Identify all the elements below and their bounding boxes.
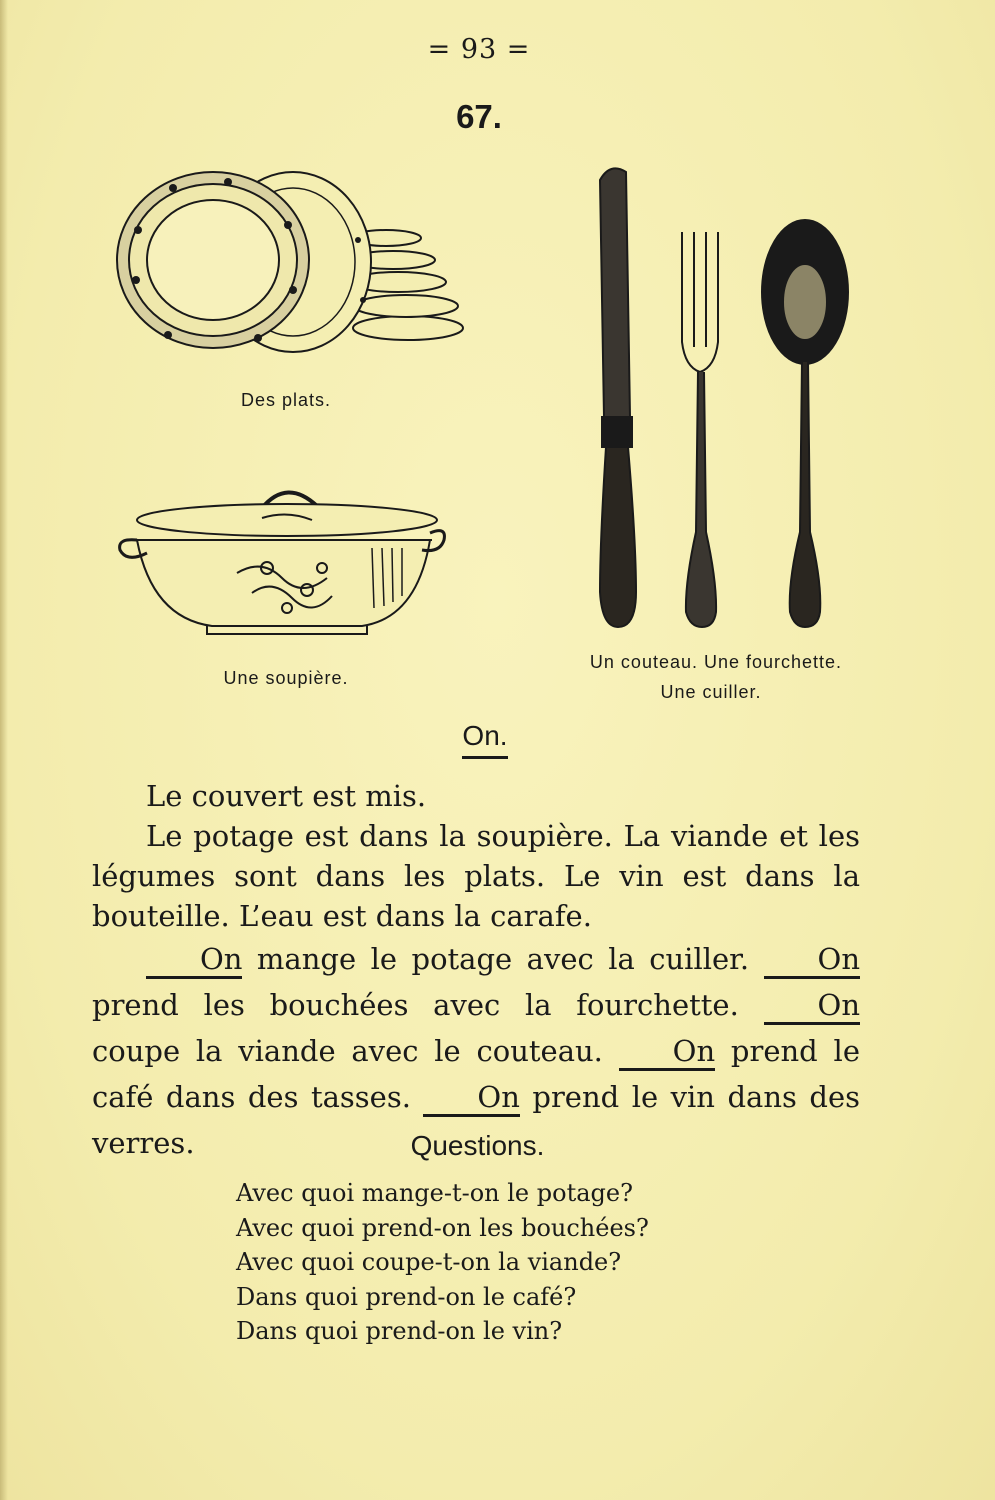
sentence-1: mange le potage avec la cuiller. [242,942,764,976]
on-underlined: On [146,945,242,979]
on-underlined: On [423,1083,519,1117]
fork [682,232,718,627]
questions-list [236,1176,649,1349]
cutlery-caption-line2: Une cuiller. [660,682,762,702]
reading-text [92,776,860,1166]
sentence-5: prend le vin dans des verres. [92,1080,860,1160]
cutlery-illustration [590,162,860,632]
on-underlined: On [764,991,860,1025]
paragraph-2: Le potage est dans la soupière. La viande et les légumes sont dans les plats. Le vin est dans la bouteille. L’eau est dans la carafe. [92,819,860,933]
sentence-3: coupe la viande avec le couteau. [92,1034,619,1068]
question-item: Avec quoi mange-t-on le potage? [236,1179,633,1207]
question-item: Avec quoi prend-on les bouchées? [236,1213,649,1242]
on-underlined: On [619,1037,715,1071]
questions-title: Questions. [410,1130,545,1161]
cutlery-caption-line1: Un couteau. Une fourchette. [589,652,843,672]
knife [600,168,636,627]
question-item: Dans quoi prend-on le vin? [236,1317,563,1345]
paragraph-1: Le couvert est mis. [146,779,427,813]
page-number: = 93 = [427,34,531,65]
lesson-number: 67. [456,98,502,135]
spoon [762,220,848,627]
section-title [0,720,970,759]
on-underlined: On [764,945,860,979]
plates-caption: Des plats. [240,390,332,410]
plates-illustration [108,170,468,370]
question-item: Avec quoi coupe-t-on la viande? [236,1248,622,1276]
tureen-caption: Une soupière. [223,668,349,688]
sentence-2: prend les bouchées avec la fourchette. [92,988,764,1022]
question-item: Dans quoi prend-on le café? [236,1282,577,1311]
section-title-text: On. [462,720,507,759]
sentence-4: prend le café dans des tasses. [92,1034,860,1114]
tureen-illustration [112,478,450,638]
